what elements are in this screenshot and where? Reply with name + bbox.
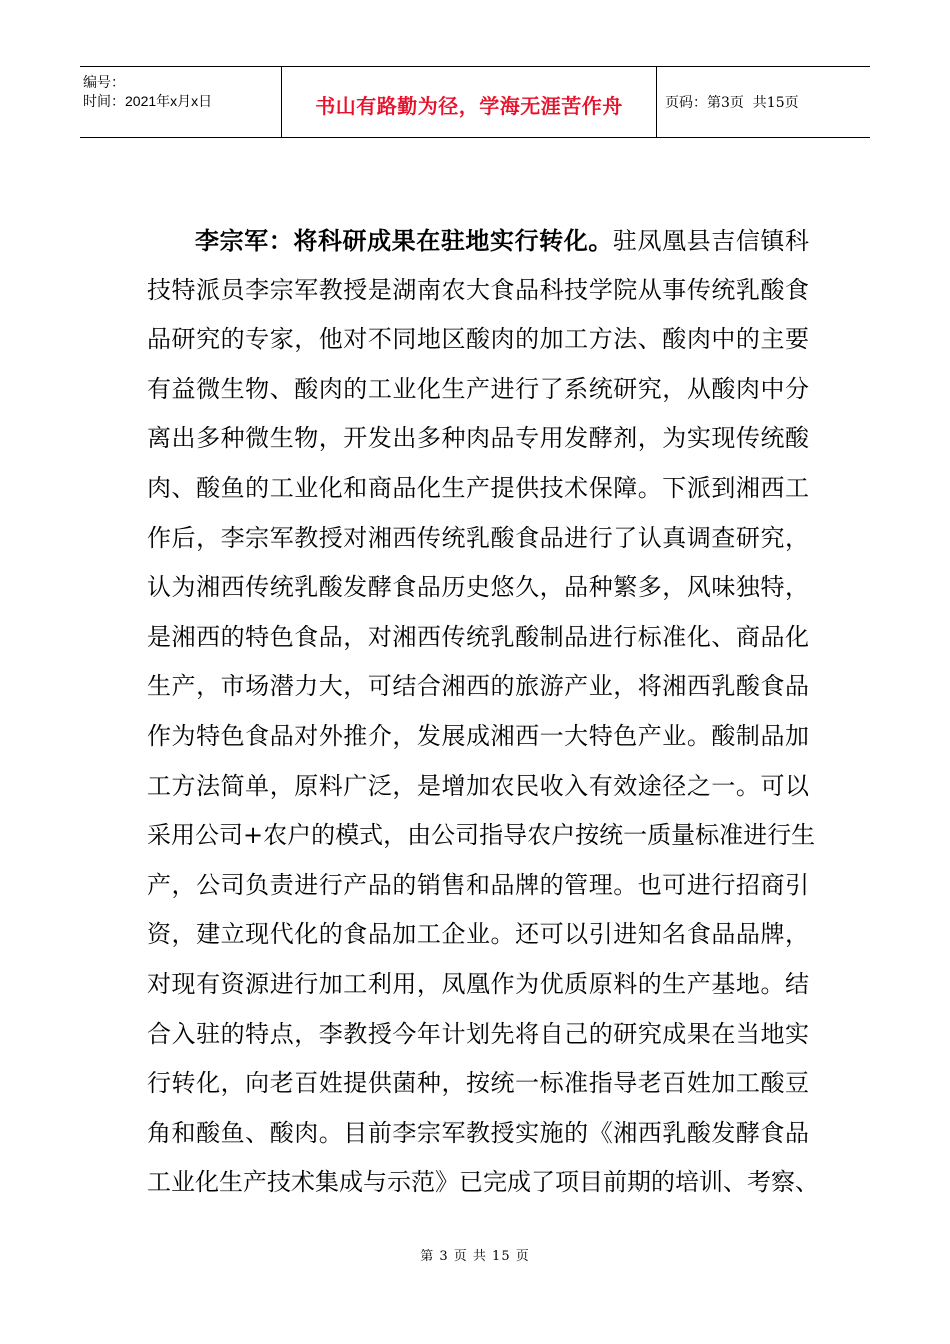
text-line: 采用公司+农户的模式，由公司指导农户按统一质量标准进行生 bbox=[147, 821, 816, 850]
text-line: 合入驻的特点，李教授今年计划先将自己的研究成果在当地实 bbox=[147, 1019, 809, 1048]
document-body bbox=[147, 216, 819, 1208]
text-line: 肉、酸鱼的工业化和商品化生产提供技术保障。下派到湘西工 bbox=[147, 473, 809, 502]
page-info: 页码：第3页 共15页 bbox=[665, 95, 799, 111]
text-line: 有益微生物、酸肉的工业化生产进行了系统研究，从酸肉中分 bbox=[147, 374, 809, 403]
header-meta-cell bbox=[80, 67, 282, 137]
text-line: 角和酸鱼、酸肉。目前李宗军教授实施的《湘西乳酸发酵食品 bbox=[147, 1118, 809, 1147]
text-line: 工业化生产技术集成与示范》已完成了项目前期的培训、考察、 bbox=[147, 1168, 819, 1197]
time-label: 时间：2021年x月x日 bbox=[83, 93, 213, 109]
number-label: 编号： bbox=[83, 74, 125, 90]
text-line: 认为湘西传统乳酸发酵食品历史悠久，品种繁多，风味独特， bbox=[147, 573, 809, 602]
text-line: 生产，市场潜力大，可结合湘西的旅游产业，将湘西乳酸食品 bbox=[147, 672, 809, 701]
text-line: 产，公司负责进行产品的销售和品牌的管理。也可进行招商引 bbox=[147, 870, 809, 899]
text-line: 作后，李宗军教授对湘西传统乳酸食品进行了认真调查研究， bbox=[147, 523, 809, 552]
paragraph-first-line bbox=[147, 216, 809, 266]
text-line: 行转化，向老百姓提供菌种，按统一标准指导老百姓加工酸豆 bbox=[147, 1069, 809, 1098]
text-line: 离出多种微生物，开发出多种肉品专用发酵剂，为实现传统酸 bbox=[147, 424, 809, 453]
header-motto-cell bbox=[282, 67, 657, 137]
paragraph-lines bbox=[147, 266, 819, 1208]
text-line: 工方法简单，原料广泛，是增加农民收入有效途径之一。可以 bbox=[147, 771, 809, 800]
paragraph-lead: 李宗军：将科研成果在驻地实行转化。 bbox=[195, 226, 613, 255]
motto-text: 书山有路勤为径，学海无涯苦作舟 bbox=[315, 93, 623, 118]
page-footer bbox=[0, 1245, 950, 1264]
text-line: 资，建立现代化的食品加工企业。还可以引进知名食品品牌， bbox=[147, 920, 809, 949]
first-line-rest: 驻凤凰县吉信镇科 bbox=[612, 227, 810, 255]
header-page-cell bbox=[657, 67, 870, 137]
text-line: 技特派员李宗军教授是湖南农大食品科技学院从事传统乳酸食 bbox=[147, 275, 809, 304]
footer-page-number: 第 3 页 共 15 页 bbox=[420, 1249, 530, 1264]
text-line: 对现有资源进行加工利用，凤凰作为优质原料的生产基地。结 bbox=[147, 969, 809, 998]
text-line: 品研究的专家，他对不同地区酸肉的加工方法、酸肉中的主要 bbox=[147, 325, 809, 354]
text-line: 作为特色食品对外推介，发展成湘西一大特色产业。酸制品加 bbox=[147, 721, 809, 750]
page-header bbox=[80, 66, 870, 138]
text-line: 是湘西的特色食品，对湘西传统乳酸制品进行标准化、商品化 bbox=[147, 622, 809, 651]
